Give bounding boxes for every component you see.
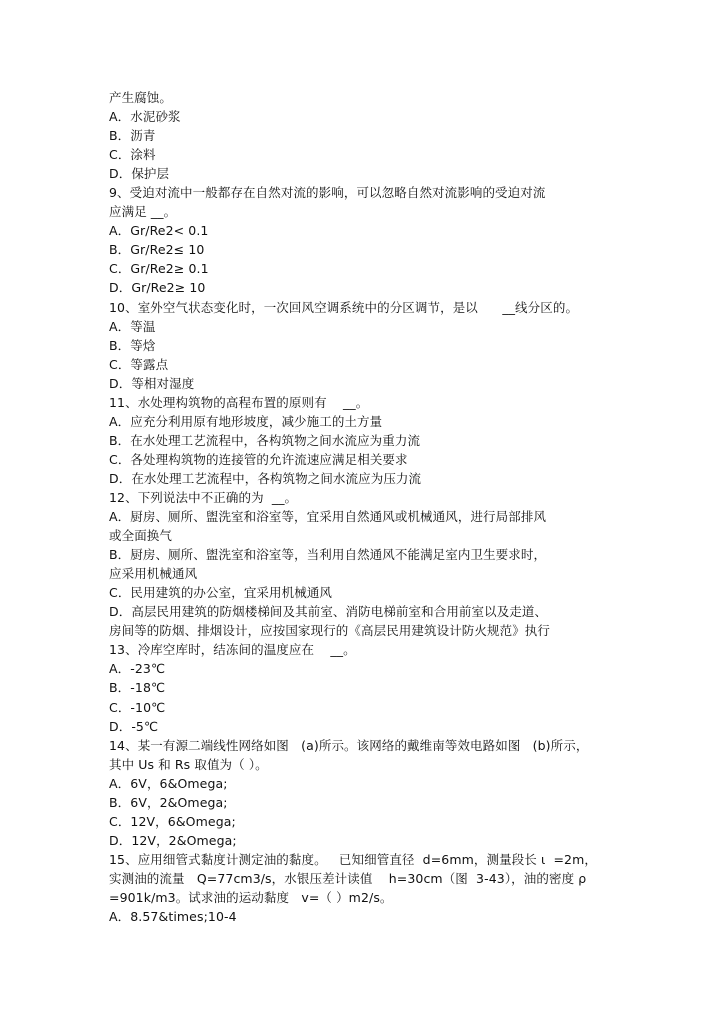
option-line: D．在水处理工艺流程中，各构筑物之间水流应为压力流 [109, 470, 422, 486]
option-line: D．等相对湿度 [109, 375, 195, 391]
text-line: 产生腐蚀。 [109, 90, 173, 105]
question-line: 实测油的流量 Q=77cm3/s，水银压差计读值 h=30cm（图 3-43），油的密度 ρ [109, 870, 587, 886]
option-line: 应采用机械通风 [109, 566, 198, 582]
question-line: 应满足 __。 [109, 204, 177, 220]
option-line: C．12V，6&Omega; [109, 813, 236, 829]
question-line: 10、室外空气状态变化时，一次回风空调系统中的分区调节，是以 __线分区的。 [109, 299, 579, 315]
option-line: A．应充分利用原有地形坡度，减少施工的土方量 [109, 413, 383, 429]
option-line: 房间等的防烟、排烟设计，应按国家现行的《高层民用建筑设计防火规范》执行 [109, 623, 551, 639]
question-line: =901k/m3。试求油的运动黏度 v=（ ）m2/s。 [109, 889, 393, 905]
option-line: C．涂料 [109, 147, 156, 163]
option-line: C．-10℃ [109, 699, 166, 715]
option-line: D．Gr/Re2≥ 10 [109, 280, 206, 296]
option-line: A．-23℃ [109, 661, 166, 677]
option-line: B．等焓 [109, 337, 156, 353]
option-line: B．沥青 [109, 128, 156, 144]
option-line: A．厨房、厕所、盥洗室和浴室等，宜采用自然通风或机械通风，进行局部排风 [109, 509, 547, 525]
document-page [109, 88, 669, 926]
option-line: A．Gr/Re2< 0.1 [109, 223, 209, 239]
question-line: 13、冷库空库时，结冻间的温度应在 __。 [109, 642, 356, 658]
option-line: B．-18℃ [109, 680, 166, 696]
option-line: C．各处理构筑物的连接管的允许流速应满足相关要求 [109, 451, 408, 467]
question-line: 15、应用细管式黏度计测定油的黏度。 已知细管直径 d=6mm，测量段长 ι =2m， [109, 851, 597, 867]
option-line: D．高层民用建筑的防烟楼梯间及其前室、消防电梯前室和合用前室以及走道、 [109, 604, 548, 620]
option-line: A．8.57&times;10-4 [109, 909, 237, 925]
option-line: D．保护层 [109, 166, 170, 182]
option-line: C．Gr/Re2≥ 0.1 [109, 261, 209, 277]
option-line: B．6V，2&Omega; [109, 794, 228, 810]
option-line: D．-5℃ [109, 718, 159, 734]
option-line: D．12V，2&Omega; [109, 832, 237, 848]
option-line: C．民用建筑的办公室，宜采用机械通风 [109, 585, 333, 601]
option-line: A．水泥砂浆 [109, 109, 181, 125]
option-line: B．Gr/Re2≤ 10 [109, 242, 205, 258]
option-line: B．在水处理工艺流程中，各构筑物之间水流应为重力流 [109, 432, 421, 448]
option-line: A．6V，6&Omega; [109, 775, 228, 791]
option-line: 或全面换气 [109, 528, 173, 544]
option-line: C．等露点 [109, 356, 169, 372]
option-line: B．厨房、厕所、盥洗室和浴室等，当利用自然通风不能满足室内卫生要求时， [109, 547, 547, 563]
question-line: 12、下列说法中不正确的为 __。 [109, 489, 298, 505]
question-line: 其中 Us 和 Rs 取值为（ ）。 [109, 756, 268, 772]
question-line: 14、某一有源二端线性网络如图 (a)所示。该网络的戴维南等效电路如图 (b)所示， [109, 737, 589, 753]
question-line: 11、水处理构筑物的高程布置的原则有 __。 [109, 394, 369, 410]
question-line: 9、受迫对流中一般都存在自然对流的影响，可以忽略自然对流影响的受迫对流 [109, 185, 546, 201]
option-line: A．等温 [109, 318, 156, 334]
